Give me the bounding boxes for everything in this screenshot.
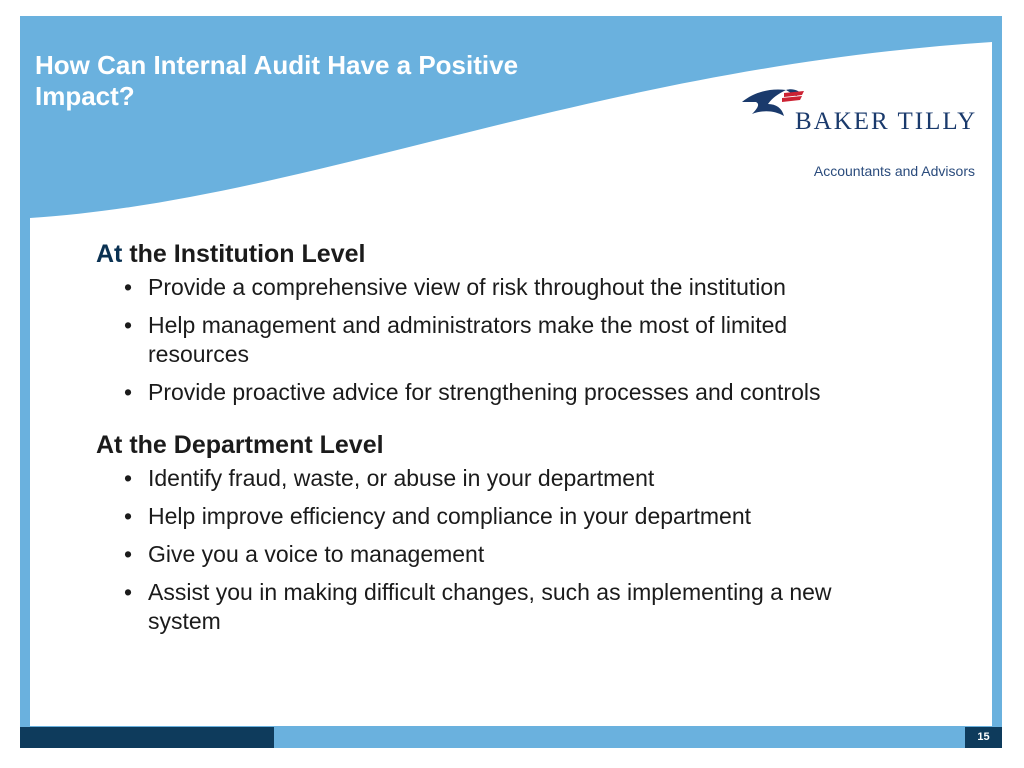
slide-body <box>96 238 956 658</box>
footer-bar <box>20 727 274 748</box>
section-department-level <box>96 429 956 636</box>
section-institution-level <box>96 238 956 407</box>
slide-title: How Can Internal Audit Have a Positive Impact? <box>35 50 519 111</box>
baker-tilly-logo <box>740 84 980 134</box>
bullet-item: • Assist you in making difficult changes, such as implementing a new system <box>124 578 888 636</box>
bullet-item: • Provide a comprehensive view of risk throughout the institution <box>124 273 888 302</box>
section-heading <box>96 238 956 270</box>
bullet-item: • Help management and administrators make the most of limited resources <box>124 311 888 369</box>
section-heading <box>96 429 956 461</box>
heading-lead: At the Department Level <box>96 431 384 459</box>
logo-wordmark: BAKER TILLY <box>795 108 978 135</box>
bullet-list <box>96 273 956 407</box>
bullet-list <box>96 464 956 636</box>
page-number: 15 <box>965 727 1002 748</box>
bullet-item: • Give you a voice to management <box>124 540 888 569</box>
logo-tagline: Accountants and Advisors <box>813 163 975 179</box>
heading-rest: the Institution Level <box>122 240 366 268</box>
heading-lead: At <box>96 240 123 268</box>
bullet-item: • Identify fraud, waste, or abuse in your department <box>124 464 888 493</box>
bullet-item: • Help improve efficiency and compliance in your department <box>124 502 888 531</box>
bullet-item: • Provide proactive advice for strengthening processes and controls <box>124 378 888 407</box>
